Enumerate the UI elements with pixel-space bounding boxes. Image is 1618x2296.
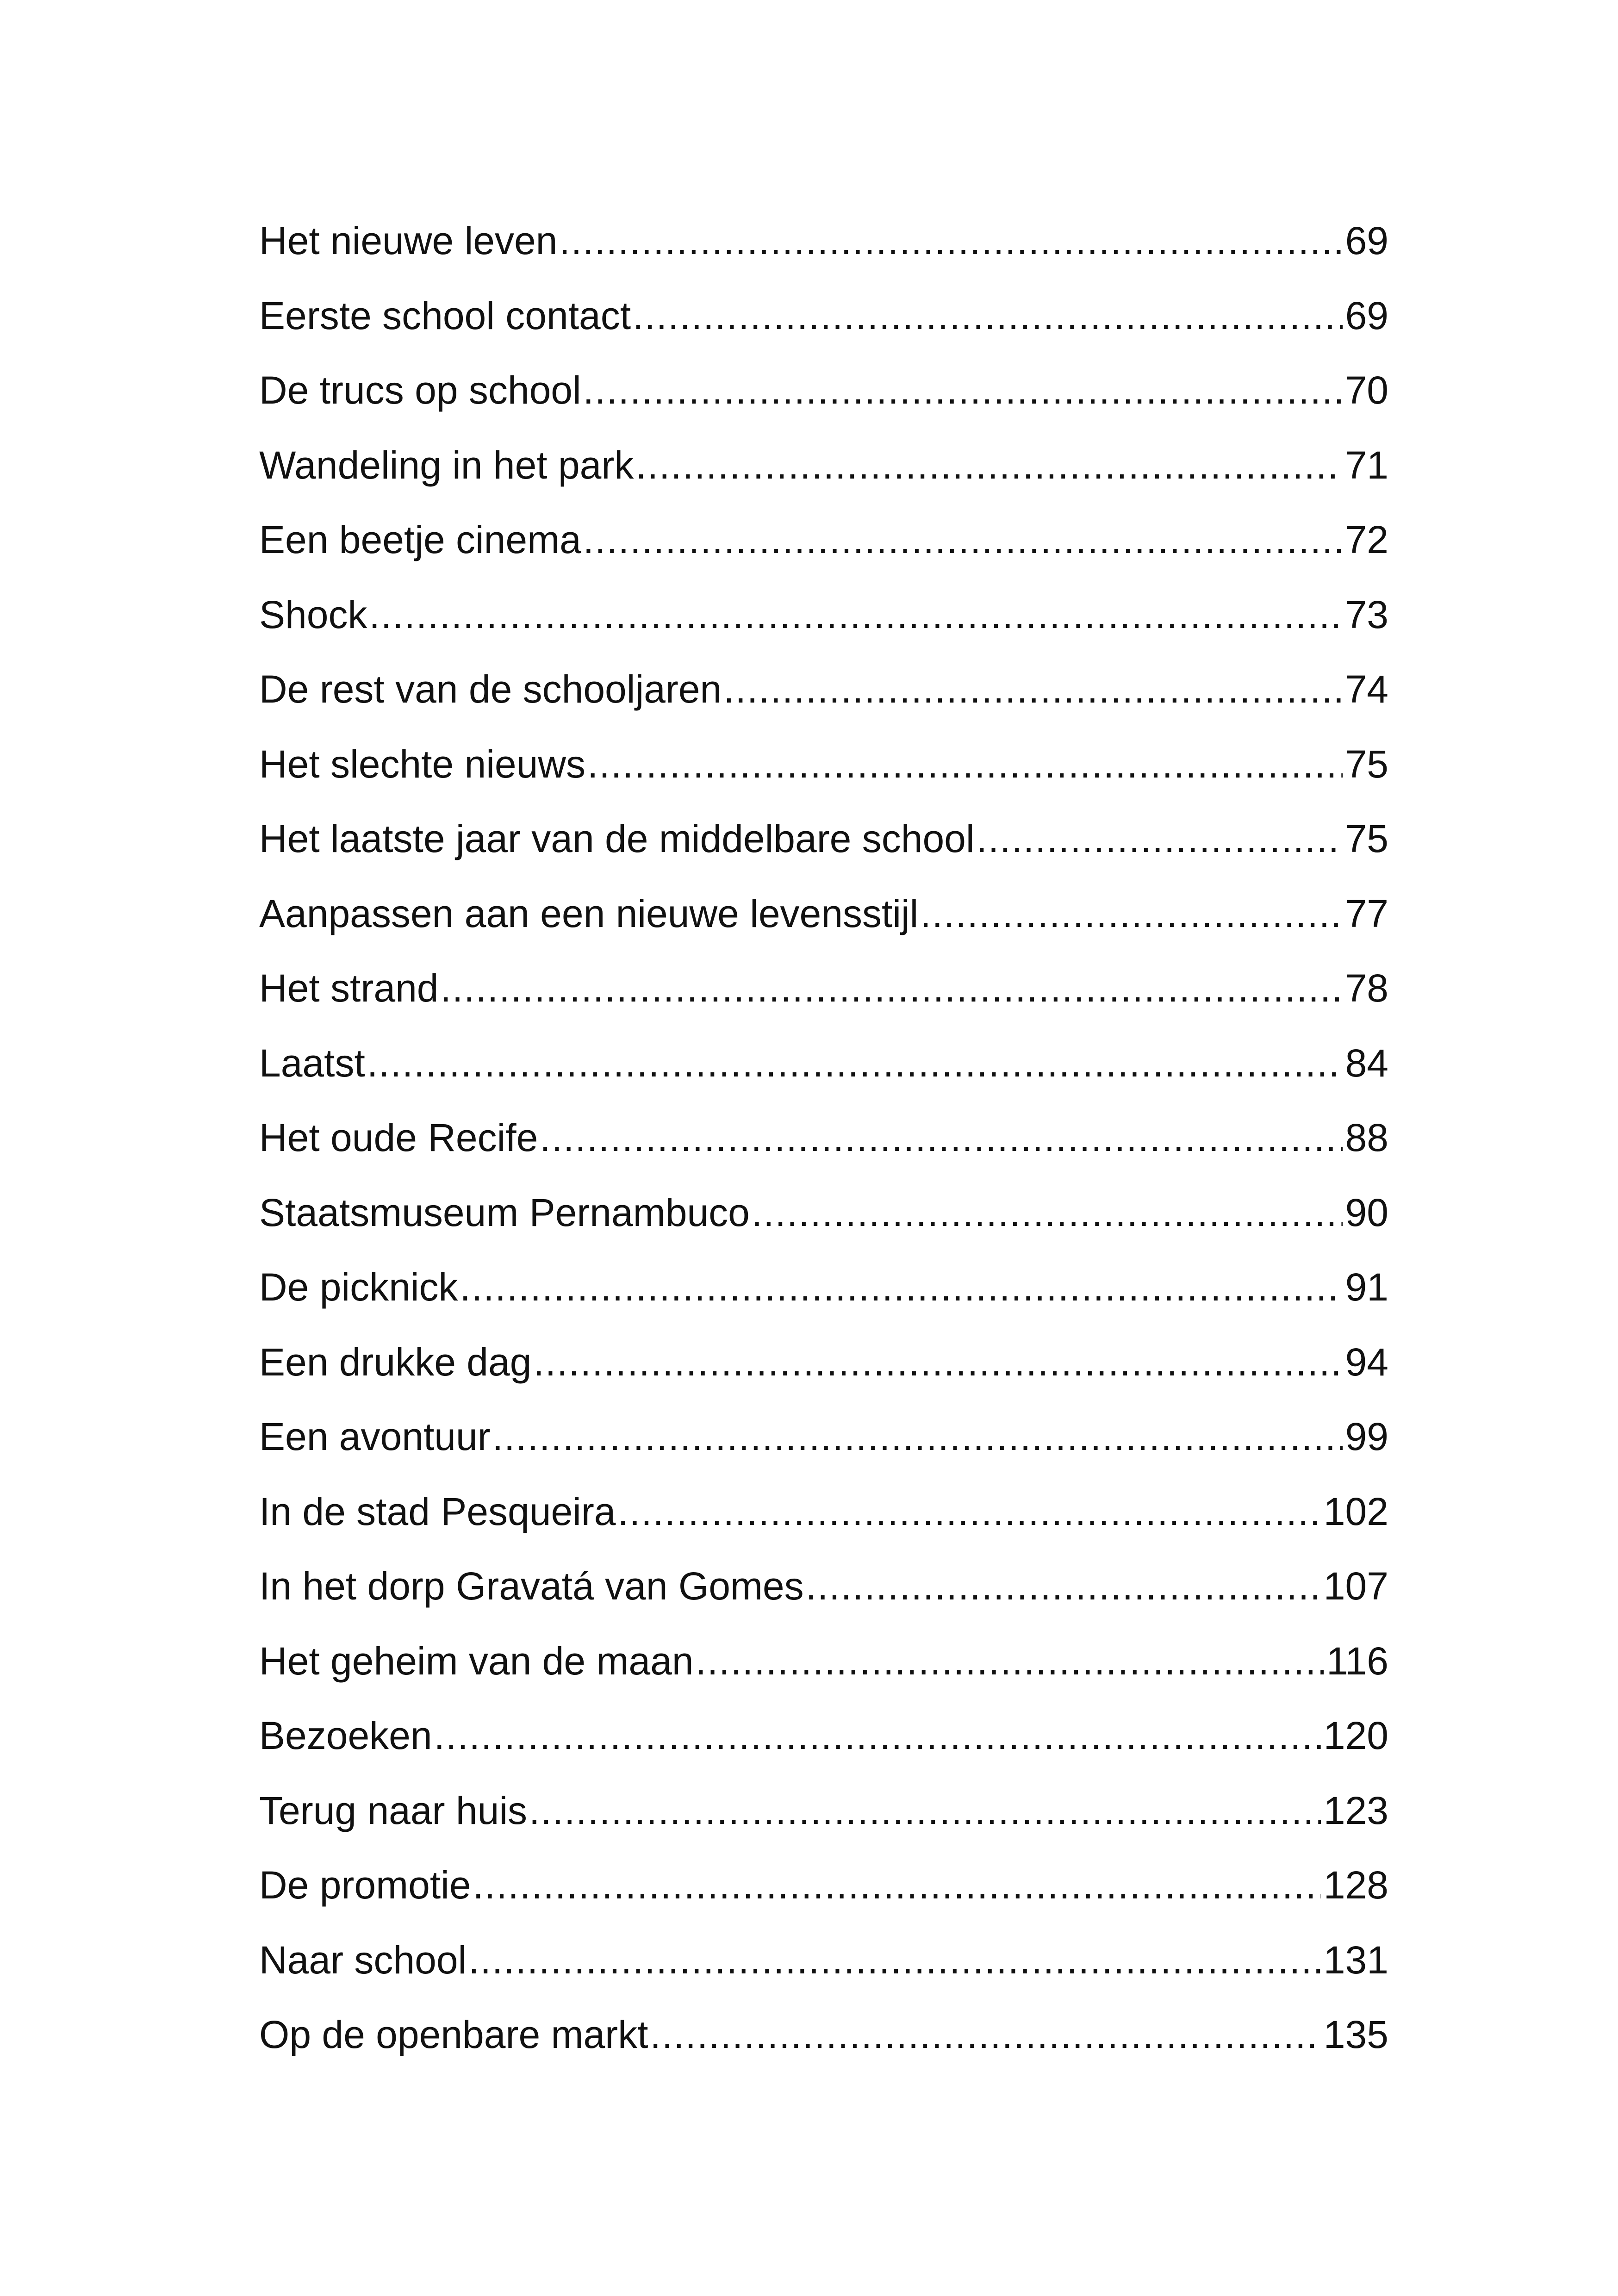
- toc-dot-leader: [723, 652, 1342, 727]
- toc-entry[interactable]: [259, 204, 1388, 279]
- toc-entry[interactable]: [259, 727, 1388, 802]
- toc-entry[interactable]: [259, 1624, 1388, 1699]
- toc-entry-page: 74: [1345, 667, 1388, 711]
- toc-entry[interactable]: [259, 1325, 1388, 1400]
- toc-dot-leader: [633, 279, 1342, 354]
- toc-entry[interactable]: [259, 652, 1388, 727]
- toc-entry[interactable]: [259, 1250, 1388, 1325]
- toc-entry-page: 90: [1345, 1190, 1388, 1234]
- toc-dot-leader: [460, 1250, 1342, 1325]
- toc-entry-page: 116: [1326, 1639, 1388, 1683]
- toc-entry[interactable]: [259, 877, 1388, 952]
- table-of-contents: [259, 204, 1388, 2072]
- toc-entry-title: Staatsmuseum Pernambuco: [259, 1190, 750, 1234]
- toc-entry-page: 72: [1345, 518, 1388, 561]
- toc-entry-title: De promotie: [259, 1863, 471, 1907]
- toc-dot-leader: [635, 428, 1342, 503]
- toc-entry[interactable]: [259, 1848, 1388, 1923]
- toc-entry-page: 99: [1345, 1415, 1388, 1458]
- toc-dot-leader: [468, 1923, 1321, 1998]
- toc-entry-page: 88: [1345, 1116, 1388, 1159]
- toc-dot-leader: [583, 503, 1343, 578]
- toc-entry[interactable]: [259, 428, 1388, 503]
- toc-entry-title: Naar school: [259, 1938, 467, 1982]
- toc-dot-leader: [473, 1848, 1321, 1923]
- toc-entry[interactable]: [259, 353, 1388, 428]
- toc-entry-title: In de stad Pesqueira: [259, 1489, 616, 1533]
- toc-dot-leader: [752, 1176, 1343, 1251]
- toc-entry-title: Bezoeken: [259, 1714, 432, 1757]
- toc-entry[interactable]: [259, 1475, 1388, 1549]
- toc-entry-title: Een avontuur: [259, 1415, 491, 1458]
- toc-dot-leader: [650, 1997, 1321, 2072]
- toc-dot-leader: [540, 1101, 1342, 1176]
- toc-entry[interactable]: [259, 951, 1388, 1026]
- toc-entry-page: 131: [1323, 1938, 1388, 1982]
- toc-entry-title: Het oude Recife: [259, 1116, 538, 1159]
- toc-entry[interactable]: [259, 1101, 1388, 1176]
- toc-entry-page: 75: [1345, 817, 1388, 860]
- toc-entry-page: 77: [1345, 891, 1388, 935]
- toc-entry[interactable]: [259, 1699, 1388, 1773]
- toc-entry[interactable]: [259, 802, 1388, 877]
- toc-entry-page: 75: [1345, 742, 1388, 786]
- toc-dot-leader: [367, 1026, 1343, 1101]
- toc-entry-page: 107: [1323, 1564, 1388, 1608]
- toc-dot-leader: [587, 727, 1343, 802]
- toc-entry-title: Een drukke dag: [259, 1340, 532, 1384]
- toc-entry-page: 84: [1345, 1041, 1388, 1085]
- toc-dot-leader: [369, 578, 1342, 653]
- toc-entry[interactable]: [259, 503, 1388, 578]
- toc-dot-leader: [583, 353, 1343, 428]
- toc-entry-page: 71: [1345, 443, 1388, 487]
- toc-entry[interactable]: [259, 1997, 1388, 2072]
- toc-entry[interactable]: [259, 1549, 1388, 1624]
- toc-dot-leader: [441, 951, 1343, 1026]
- toc-entry-title: Het nieuwe leven: [259, 219, 558, 262]
- toc-entry-title: Een beetje cinema: [259, 518, 581, 561]
- toc-entry-page: 78: [1345, 966, 1388, 1010]
- toc-entry-page: 135: [1323, 2013, 1388, 2056]
- toc-entry-page: 69: [1345, 293, 1388, 337]
- toc-entry-title: De picknick: [259, 1265, 458, 1309]
- toc-entry-title: Op de openbare markt: [259, 2013, 648, 2056]
- toc-dot-leader: [529, 1773, 1321, 1848]
- toc-dot-leader: [492, 1400, 1343, 1475]
- toc-entry-title: Het laatste jaar van de middelbare school: [259, 817, 975, 860]
- toc-entry-page: 128: [1323, 1863, 1388, 1907]
- toc-entry-title: Aanpassen aan een nieuwe levensstijl: [259, 891, 919, 935]
- toc-entry-title: De trucs op school: [259, 368, 581, 412]
- toc-entry-title: Terug naar huis: [259, 1788, 528, 1832]
- toc-entry[interactable]: [259, 1176, 1388, 1251]
- toc-entry-title: Shock: [259, 592, 367, 636]
- toc-entry-title: In het dorp Gravatá van Gomes: [259, 1564, 804, 1608]
- toc-entry[interactable]: [259, 1400, 1388, 1475]
- toc-entry[interactable]: [259, 578, 1388, 653]
- toc-entry-page: 91: [1345, 1265, 1388, 1309]
- toc-dot-leader: [434, 1699, 1321, 1773]
- toc-entry-title: Het geheim van de maan: [259, 1639, 694, 1683]
- toc-entry-page: 120: [1323, 1714, 1388, 1757]
- toc-entry[interactable]: [259, 1923, 1388, 1998]
- toc-entry-title: Laatst: [259, 1041, 365, 1085]
- toc-dot-leader: [696, 1624, 1324, 1699]
- toc-entry-page: 123: [1323, 1788, 1388, 1832]
- toc-dot-leader: [920, 877, 1342, 952]
- toc-entry-page: 94: [1345, 1340, 1388, 1384]
- toc-entry-title: Het strand: [259, 966, 439, 1010]
- toc-entry[interactable]: [259, 1026, 1388, 1101]
- toc-entry-page: 69: [1345, 219, 1388, 262]
- toc-entry-page: 73: [1345, 592, 1388, 636]
- toc-entry-title: De rest van de schooljaren: [259, 667, 722, 711]
- toc-entry[interactable]: [259, 1773, 1388, 1848]
- toc-dot-leader: [533, 1325, 1342, 1400]
- toc-dot-leader: [618, 1475, 1321, 1549]
- toc-entry-page: 102: [1323, 1489, 1388, 1533]
- toc-dot-leader: [806, 1549, 1321, 1624]
- toc-entry-title: Het slechte nieuws: [259, 742, 586, 786]
- toc-entry-title: Wandeling in het park: [259, 443, 634, 487]
- toc-dot-leader: [977, 802, 1343, 877]
- toc-dot-leader: [559, 204, 1342, 279]
- toc-entry-page: 70: [1345, 368, 1388, 412]
- toc-entry-title: Eerste school contact: [259, 293, 631, 337]
- toc-entry[interactable]: [259, 279, 1388, 354]
